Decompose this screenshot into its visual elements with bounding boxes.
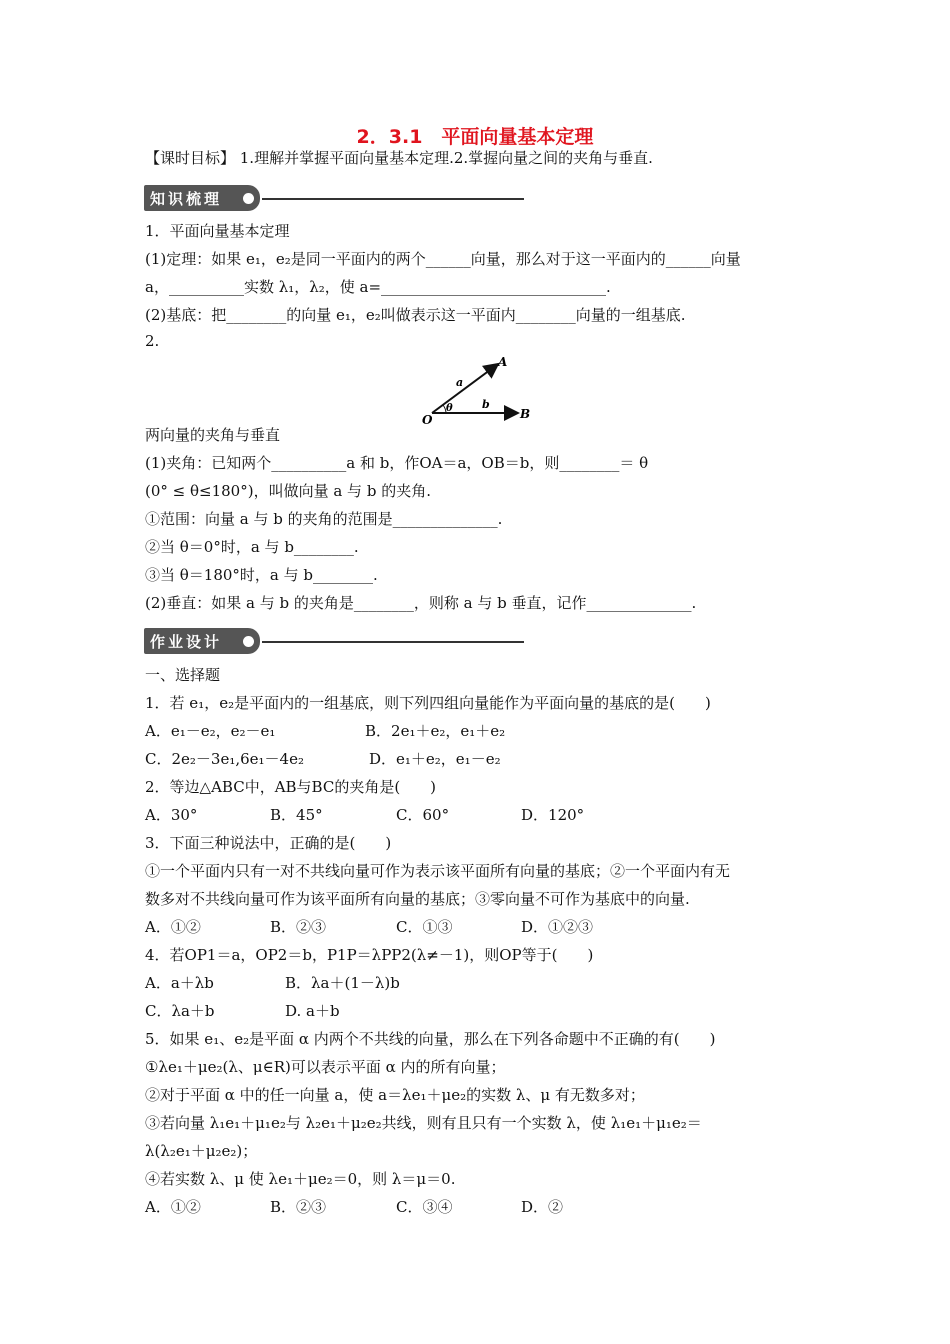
option-a: A．①② — [145, 1198, 201, 1216]
option-a: A．①② — [145, 918, 201, 936]
bullet-dot-icon — [243, 193, 254, 204]
question-text: ③若向量 λ₁e₁＋μ₁e₂与 λ₂e₁＋μ₂e₂共线，则有且只有一个实数 λ，使 λ₁e₁＋μ₁e₂＝ — [145, 1114, 702, 1132]
knowledge-line: ③当 θ＝180°时，a 与 b________. — [145, 566, 378, 584]
label-b: b — [482, 398, 490, 411]
section-header-homework — [144, 628, 524, 654]
question-stem: 5．如果 e₁、e₂是平面 α 内两个不共线的向量，那么在下列各命题中不正确的有( ) — [145, 1030, 716, 1048]
option-c: C．2e₂－3e₁,6e₁－4e₂ — [145, 750, 304, 768]
option-b: B．②③ — [270, 918, 327, 936]
section-header-knowledge — [144, 185, 524, 211]
label-a: a — [456, 376, 464, 389]
knowledge-line: 两向量的夹角与垂直 — [145, 426, 281, 444]
question-text: 数多对不共线向量可作为该平面所有向量的基底；③零向量不可作为基底中的向量. — [145, 890, 690, 908]
option-c: C．λa＋b — [145, 1002, 215, 1020]
question-text: ④若实数 λ、μ 使 λe₁＋μe₂＝0，则 λ＝μ＝0. — [145, 1170, 456, 1188]
question-text: ①一个平面内只有一对不共线向量可作为表示该平面所有向量的基底；②一个平面内有无 — [145, 862, 731, 880]
option-b: B．2e₁＋e₂，e₁＋e₂ — [365, 722, 506, 740]
label-A: A — [498, 355, 508, 369]
question-stem: 3．下面三种说法中，正确的是( ) — [145, 834, 392, 852]
question-text: λ(λ₂e₁＋μ₂e₂)； — [145, 1142, 258, 1160]
question-stem: 1．若 e₁，e₂是平面内的一组基底，则下列四组向量能作为平面向量的基底的是( ) — [145, 694, 711, 712]
page-title: 2．3.1 平面向量基本定理 — [356, 126, 594, 148]
option-b: B．λa＋(1－λ)b — [285, 974, 400, 992]
option-b: B．45° — [270, 806, 323, 824]
knowledge-line: 2. — [145, 332, 160, 350]
vector-angle-diagram — [418, 350, 538, 430]
option-c: C．①③ — [396, 918, 453, 936]
bullet-dot-icon — [243, 636, 254, 647]
option-d: D．①②③ — [521, 918, 594, 936]
section-label: 知识梳理 — [150, 190, 223, 208]
section-rule — [262, 198, 524, 200]
knowledge-line: 1．平面向量基本定理 — [145, 222, 290, 240]
label-B: B — [520, 407, 531, 421]
label-O: O — [422, 413, 433, 427]
knowledge-line: (1)夹角：已知两个__________a 和 b，作OA＝a，OB＝b，则________＝ θ — [145, 454, 649, 472]
option-c: C．③④ — [396, 1198, 453, 1216]
knowledge-line: (2)基底：把________的向量 e₁，e₂叫做表示这一平面内________向量的一组基底. — [145, 306, 686, 324]
question-text: ②对于平面 α 中的任一向量 a，使 a＝λe₁＋μe₂的实数 λ、μ 有无数多对； — [145, 1086, 645, 1104]
option-c: C．60° — [396, 806, 450, 824]
question-stem: 4．若OP1＝a，OP2＝b，P1P＝λPP2(λ≠－1)，则OP等于( ) — [145, 946, 594, 964]
option-a: A．a＋λb — [145, 974, 214, 992]
knowledge-line: (1)定理：如果 e₁，e₂是同一平面内的两个______向量，那么对于这一平面内的______向量 — [145, 250, 741, 268]
knowledge-line: (0° ≤ θ≤180°)，叫做向量 a 与 b 的夹角. — [145, 482, 431, 500]
question-stem: 2．等边△ABC中，AB与BC的夹角是( ) — [145, 778, 437, 796]
lesson-goal: 【课时目标】 1.理解并掌握平面向量基本定理.2.掌握向量之间的夹角与垂直. — [145, 149, 653, 167]
option-a: A．e₁－e₂，e₂－e₁ — [145, 722, 276, 740]
knowledge-line: ②当 θ＝0°时，a 与 b________. — [145, 538, 359, 556]
label-theta: θ — [446, 403, 453, 414]
section-label: 作业设计 — [150, 633, 223, 651]
knowledge-line: a，__________实数 λ₁，λ₂，使 a=______________________________. — [145, 278, 611, 296]
option-d: D．② — [521, 1198, 564, 1216]
question-text: ①λe₁＋μe₂(λ、μ∈R)可以表示平面 α 内的所有向量； — [145, 1058, 506, 1076]
knowledge-line: (2)垂直：如果 a 与 b 的夹角是________，则称 a 与 b 垂直，记作______________. — [145, 594, 697, 612]
option-b: B．②③ — [270, 1198, 327, 1216]
question-section-heading: 一、选择题 — [145, 666, 221, 684]
option-d: D．120° — [521, 806, 585, 824]
option-d: D. a＋b — [285, 1002, 340, 1020]
knowledge-line: ①范围：向量 a 与 b 的夹角的范围是______________. — [145, 510, 503, 528]
option-a: A．30° — [145, 806, 198, 824]
option-d: D．e₁＋e₂，e₁－e₂ — [369, 750, 501, 768]
section-rule — [262, 641, 524, 643]
